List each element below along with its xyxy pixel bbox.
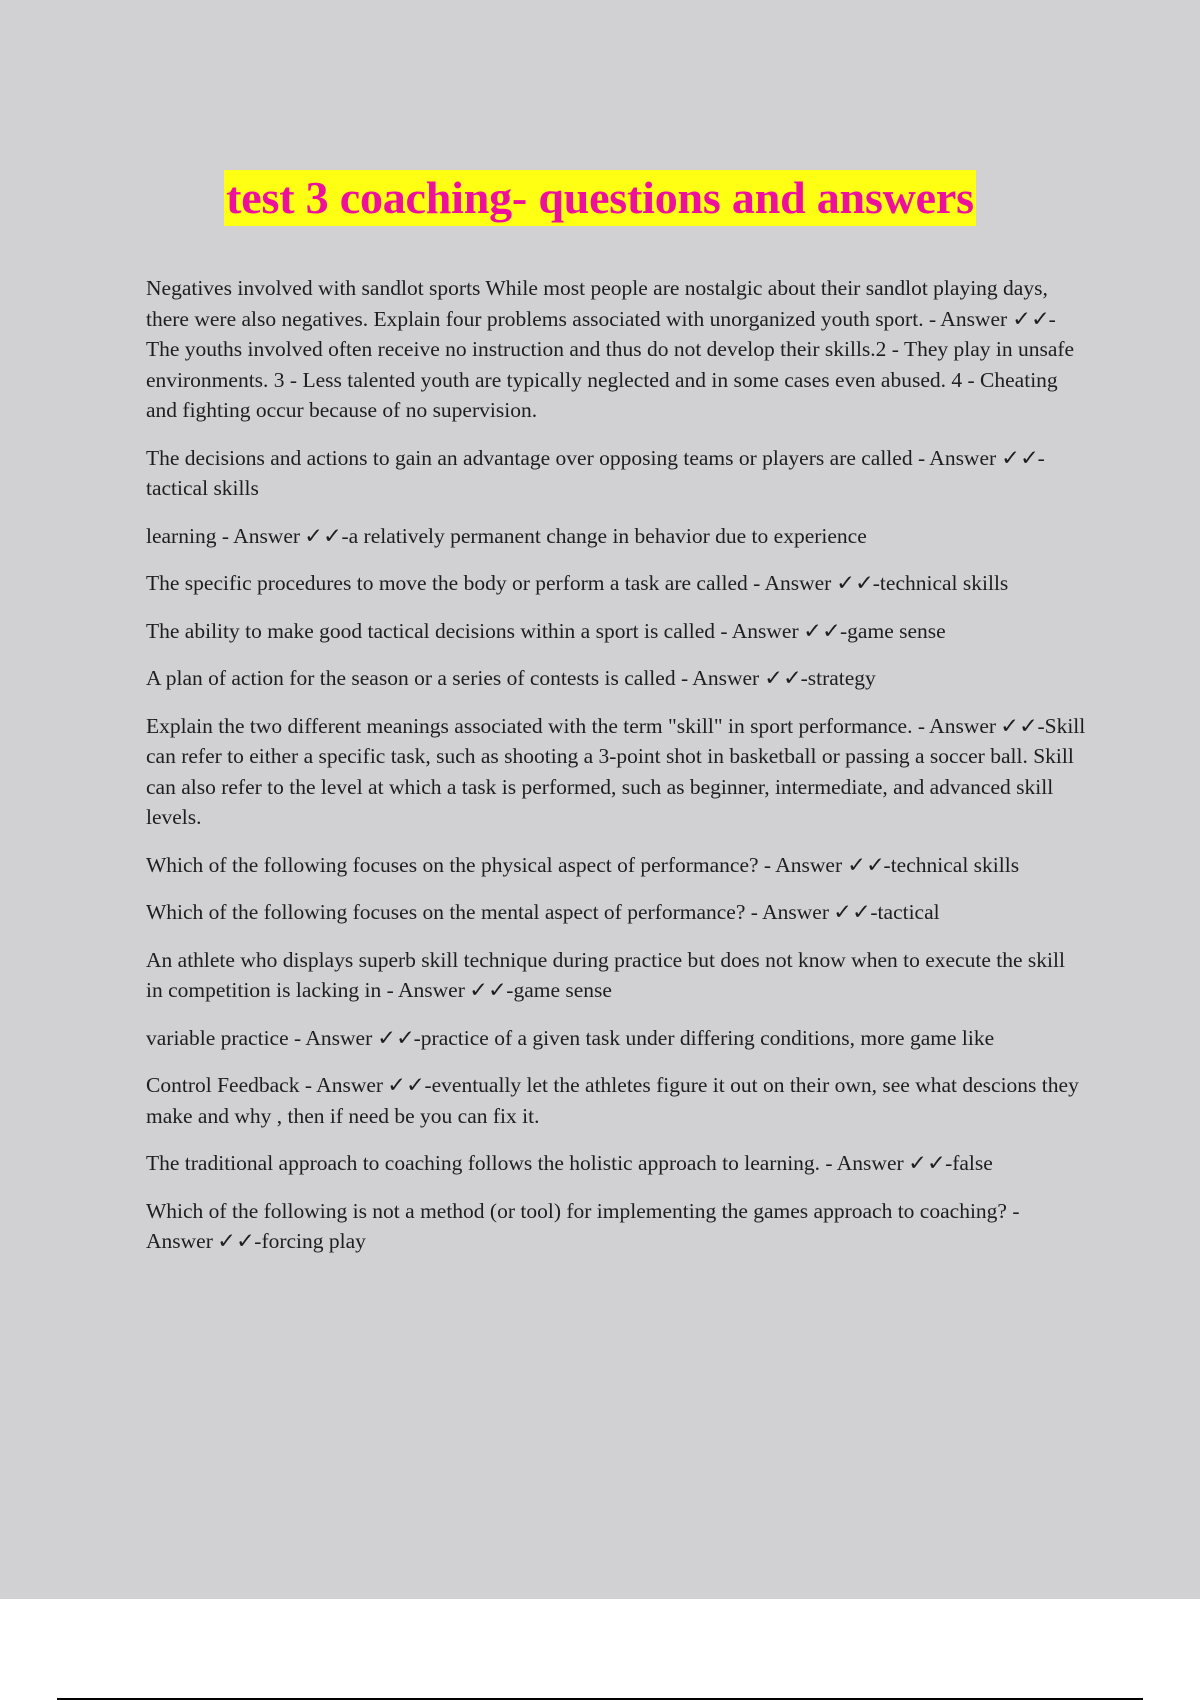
- qa-entry: [146, 568, 1086, 599]
- qa-text: The decisions and actions to gain an advantage over opposing teams or players are called - Answer: [146, 445, 1002, 470]
- checkmark-icon: ✓✓: [803, 618, 841, 643]
- qa-text: The ability to make good tactical decisions within a sport is called - Answer: [146, 618, 804, 643]
- checkmark-icon: ✓✓: [908, 1151, 946, 1175]
- qa-text: An athlete who displays superb skill technique during practice but does not know when to execute the skill in competition is lacking in - Answer: [146, 947, 1065, 1002]
- qa-answer: -tactical skills: [146, 445, 1045, 500]
- qa-answer: -technical skills: [883, 852, 1020, 877]
- checkmark-icon: ✓✓: [387, 1073, 426, 1097]
- checkmark-icon: ✓✓: [217, 1229, 256, 1253]
- qa-answer: -game sense: [506, 978, 612, 1002]
- checkmark-icon: ✓✓: [1000, 445, 1039, 470]
- qa-answer: -a relatively permanent change in behavior due to experience: [341, 523, 867, 548]
- qa-text: Negatives involved with sandlot sports While most people are nostalgic about their sandlot playing days, there were also negatives. Explain four problems associated with unorganized youth sport. - Answer: [146, 276, 1048, 331]
- qa-text: The specific procedures to move the body or perform a task are called - Answer: [146, 571, 837, 595]
- qa-answer: -practice of a given task under differing conditions, more game like: [413, 1025, 995, 1050]
- qa-entry: [146, 273, 1086, 426]
- qa-answer: -technical skills: [872, 571, 1009, 595]
- qa-entry: [146, 616, 1086, 647]
- qa-answer: - The youths involved often receive no instruction and thus do not develop their skills.2 - They play in unsafe environments. 3 - Less talented youth are typically neglected and in some cases even abused. 4 - Cheating and fighting occur because of no supervision.: [146, 306, 1075, 422]
- document-title: test 3 coaching- questions and answers: [224, 170, 976, 226]
- checkmark-icon: ✓✓: [376, 1025, 415, 1050]
- qa-text: Explain the two different meanings associated with the term "skill" in sport performance. - Answer: [146, 713, 1002, 738]
- qa-answer: -strategy: [800, 666, 876, 690]
- qa-text: A plan of action for the season or a series of contests is called - Answer: [146, 666, 765, 690]
- title-wrapper: [0, 170, 1200, 226]
- qa-text: The traditional approach to coaching follows the holistic approach to learning. - Answer: [146, 1151, 910, 1175]
- qa-answer: -tactical: [870, 900, 940, 924]
- qa-entry: [146, 897, 1086, 928]
- qa-answer: -false: [945, 1151, 993, 1175]
- qa-entry: [146, 443, 1086, 504]
- qa-entry: [146, 1148, 1086, 1179]
- qa-text: Control Feedback - Answer: [146, 1073, 389, 1097]
- qa-entry: [146, 711, 1086, 833]
- qa-entry: [146, 1196, 1086, 1257]
- qa-answer: -eventually let the athletes figure it out on their own, see what descions they make and why , then if need be you can fix it.: [146, 1073, 1079, 1128]
- checkmark-icon: ✓✓: [1000, 713, 1039, 738]
- qa-entry: [146, 521, 1086, 552]
- checkmark-icon: ✓✓: [835, 571, 874, 595]
- checkmark-icon: ✓✓: [833, 900, 872, 924]
- qa-answer: -game sense: [840, 618, 946, 643]
- qa-text: Which of the following focuses on the mental aspect of performance? - Answer: [146, 900, 835, 924]
- qa-entry: [146, 850, 1086, 881]
- checkmark-icon: ✓✓: [304, 523, 343, 548]
- qa-text: Which of the following is not a method (or tool) for implementing the games approach to coaching? - Answer: [146, 1198, 1020, 1253]
- qa-text: variable practice - Answer: [146, 1025, 378, 1050]
- qa-text: learning - Answer: [146, 523, 306, 548]
- qa-entry: [146, 663, 1086, 694]
- checkmark-icon: ✓✓: [1011, 306, 1050, 331]
- qa-entry: [146, 1070, 1086, 1131]
- qa-answer: -Skill can refer to either a specific task, such as shooting a 3-point shot in basketball or passing a soccer ball. Skill can also refer to the level at which a task is performed, such as beginner, intermediate, and advanced skill levels.: [146, 713, 1086, 829]
- checkmark-icon: ✓✓: [846, 852, 885, 877]
- qa-text: Which of the following focuses on the physical aspect of performance? - Answer: [146, 852, 848, 877]
- qa-entry: [146, 1023, 1086, 1054]
- qa-answer: -forcing play: [254, 1229, 366, 1253]
- checkmark-icon: ✓✓: [763, 666, 802, 690]
- qa-entry: [146, 945, 1086, 1006]
- qa-list: [146, 273, 1086, 1274]
- checkmark-icon: ✓✓: [469, 978, 508, 1002]
